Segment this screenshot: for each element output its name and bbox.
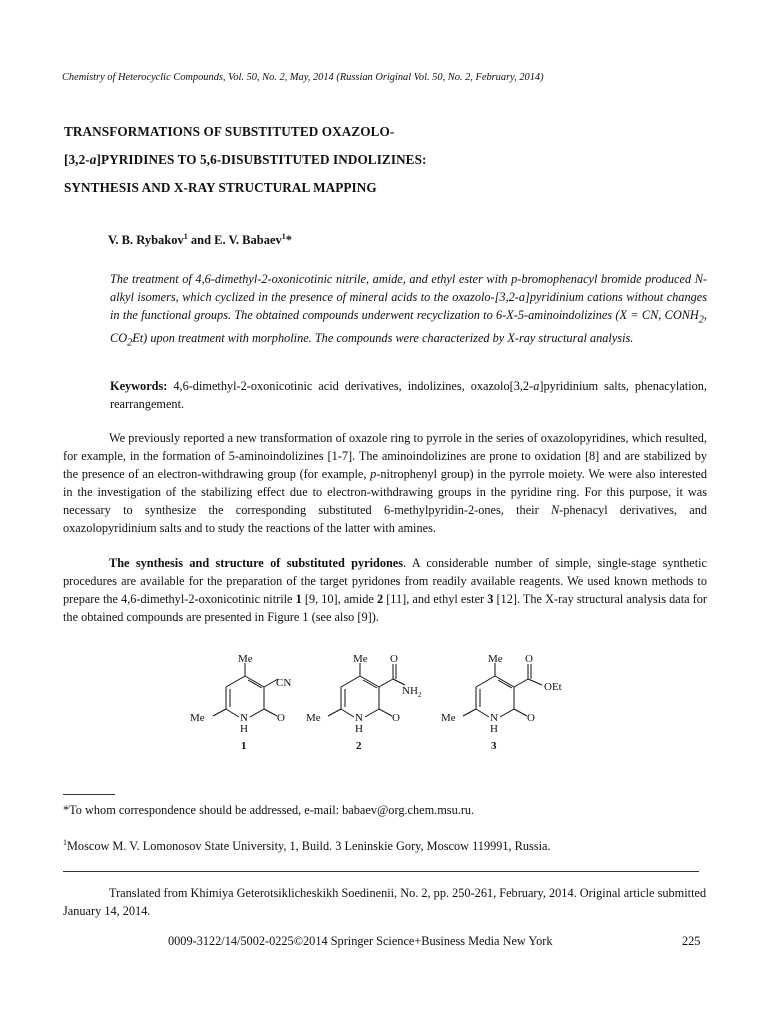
oxygen-label: O xyxy=(277,712,285,724)
methyl-label: Me xyxy=(238,653,253,665)
pyridone-ring-2 xyxy=(328,663,405,717)
page-number: 225 xyxy=(682,934,701,948)
copyright-line: 0009-3122/14/5002-0225©2014 Springer Science+Business Media New York xyxy=(168,934,553,948)
affiliation-mark: 1 xyxy=(63,838,67,847)
paragraph-text: We previously reported a new transformation of oxazole ring to pyrrole in the series of oxazolopyridines, which resulted, for example, in the formation of 5-aminoindolizines [1-7]. The aminoindolizines are prone to oxidation [8] and are stabilized by the presence of an electron-withdrawing group (for example, xyxy=(63,431,707,481)
author-name: E. V. Babaev xyxy=(214,233,282,248)
abstract-subscript: 2 xyxy=(127,337,133,349)
methyl-label: Me xyxy=(488,653,503,665)
pyridone-ring-3 xyxy=(463,663,542,717)
compound-number: 3 xyxy=(491,740,497,752)
paragraph-1 xyxy=(63,430,707,537)
affiliation-text: Moscow M. V. Lomonosov State University, 1, Build. 3 Leninskie Gory, Moscow 119991, Russia. xyxy=(67,839,551,854)
paragraph-text: -nitrophenyl group) in the pyrrole moiety. We were also interested in the investigation of the stabilizing effect due to electron-withdrawing groups in the pyridine ring. For this purpose, it was necessary to synthesize the corresponding substituted 6-methylpyridin-2-ones, their xyxy=(63,466,707,517)
paragraph-italic: N xyxy=(550,502,560,517)
abstract-text: , CO xyxy=(110,308,707,346)
methyl-label: Me xyxy=(441,712,456,724)
corresponding-mark: * xyxy=(285,233,293,248)
abstract-text: The treatment of 4,6-dimethyl-2-oxonicotinic nitrile, amide, and ethyl ester with p-bromophenacyl bromide produced N-alkyl isomers, which cyclized in the presence of mineral acids to the oxazolo-[3,2-a]pyridinium cations without changes in the functional groups. The obtained compounds underwent recyclization to 6-X-5-aminoindolizines (X = CN, CONH xyxy=(110,272,707,322)
paragraph-text: [12]. The X-ray structural analysis data for the obtained compounds are presented in Figure 1 (see also [9]). xyxy=(63,591,707,624)
methyl-label: Me xyxy=(353,653,368,665)
article-title-line-1: TRANSFORMATIONS OF SUBSTITUTED OXAZOLO- xyxy=(64,124,395,139)
methyl-label: Me xyxy=(190,712,205,724)
oxygen-label: O xyxy=(390,653,398,665)
paragraph-text: [9, 10], amide xyxy=(301,591,377,606)
paragraph-italic: p xyxy=(370,466,377,481)
oxygen-label: O xyxy=(392,712,400,724)
abstract-text: Et) upon treatment with morpholine. The compounds were characterized by X-ray structural analysis. xyxy=(132,331,634,346)
keywords-text: 4,6-dimethyl-2-oxonicotinic acid derivatives, indolizines, oxazolo[3,2- xyxy=(167,379,534,393)
author-name: V. B. Rybakov xyxy=(108,233,184,248)
affiliation-mark: 1 xyxy=(183,232,188,241)
nitrogen-label: N xyxy=(355,712,363,724)
ester-label: OEt xyxy=(544,681,562,693)
keywords-label: Keywords: xyxy=(110,379,168,393)
hydrogen-label: H xyxy=(355,723,363,735)
correspondence-footnote: *To whom correspondence should be addressed, e-mail: babaev@org.chem.msu.ru. xyxy=(63,803,475,817)
compound-ref: 1 xyxy=(295,591,302,606)
section-divider xyxy=(63,871,699,872)
journal-citation: Chemistry of Heterocyclic Compounds, Vol. 50, No. 2, May, 2014 (Russian Original Vol. 50, No. 2, February, 2014) xyxy=(62,72,544,83)
compound-number: 1 xyxy=(241,740,247,752)
oxygen-label: O xyxy=(527,712,535,724)
paragraph-text: -phenacyl derivatives, and oxazolopyridinium salts and to study the reactions of the latter with amines. xyxy=(63,502,707,535)
structures-svg xyxy=(180,652,580,787)
nitrile-label: CN xyxy=(276,677,292,689)
affiliation-mark: 1 xyxy=(281,232,286,241)
keywords-text: ]pyridinium salts, phenacylation, rearrangement. xyxy=(110,379,707,411)
section-heading: The synthesis and structure of substituted pyridones xyxy=(109,556,404,570)
paragraph-text: [11], and ethyl ester xyxy=(383,591,488,606)
article-title-line-2: [3,2-a]PYRIDINES TO 5,6-DISUBSTITUTED INDOLIZINES: xyxy=(64,152,427,167)
hydrogen-label: H xyxy=(490,723,498,735)
footnote-divider xyxy=(63,794,115,795)
abstract-subscript: 2 xyxy=(698,314,704,326)
abstract xyxy=(110,270,707,353)
compound-ref: 3 xyxy=(487,591,494,606)
article-title-line-3: SYNTHESIS AND X-RAY STRUCTURAL MAPPING xyxy=(64,180,377,195)
hydrogen-label: H xyxy=(240,723,248,735)
translation-note xyxy=(63,884,707,920)
translation-text: Translated from Khimiya Geterotsiklicheskikh Soedinenii, No. 2, pp. 250-261, February, 2014. Original article submitted January 14, 2014. xyxy=(63,886,707,918)
nitrogen-label: N xyxy=(240,712,248,724)
methyl-label: Me xyxy=(306,712,321,724)
paragraph-2 xyxy=(63,555,707,627)
affiliation-footnote xyxy=(63,838,713,854)
keywords-italic: a xyxy=(533,379,540,393)
oxygen-label: O xyxy=(525,653,533,665)
compound-number: 2 xyxy=(356,740,362,752)
amide-label: $NH_2$ xyxy=(402,685,422,699)
paragraph-text: . A considerable number of simple, single-stage synthetic procedures are available for the preparation of the target pyridones from readily available reagents. We used known methods to prepare the 4,6-dimethyl-2-oxonicotinic nitrile xyxy=(63,556,707,606)
pyridone-ring-1 xyxy=(213,663,278,717)
keywords xyxy=(110,377,707,413)
chemical-scheme xyxy=(180,652,580,787)
author-conjunction: and xyxy=(187,233,215,248)
compound-ref: 2 xyxy=(376,591,384,606)
nitrogen-label: N xyxy=(490,712,498,724)
authors xyxy=(108,232,292,248)
